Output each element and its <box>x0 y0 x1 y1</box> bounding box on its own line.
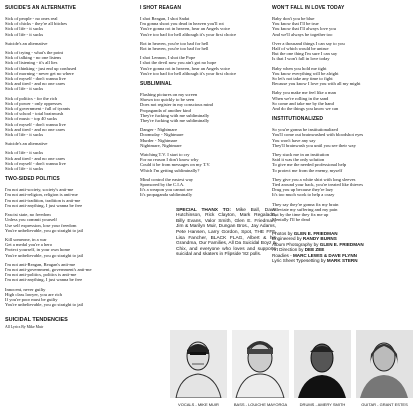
lyric-line: Flashing pictures on my screen <box>140 92 198 98</box>
production-credits <box>272 231 414 265</box>
lyric-line: They say they're gonna fix my brain <box>272 201 339 207</box>
credit-role: Roadies - <box>272 252 293 258</box>
song-title-institutionalized: INSTITUTIONALIZED <box>272 116 324 123</box>
lyric-line: Baby when you hold me tight <box>272 65 327 71</box>
lyric-line: Shown too quickly to be seen <box>140 97 195 103</box>
lyric-line: When we're rolling in the sand <box>272 95 329 101</box>
lyric-line: It's a weapon you cannot see <box>140 187 193 193</box>
lyrics-suicides-an-alternative <box>5 16 135 171</box>
photo-vocals <box>170 330 227 405</box>
lyric-line: Which I'm getting subliminally? <box>140 167 200 173</box>
lyric-line: They're fucking with me subliminally <box>140 118 210 124</box>
lyric-line: Drug you up because they're lazy <box>272 187 334 193</box>
lyric-line: I shot Lennon, I shot the Pope <box>140 55 196 61</box>
credit-person: GLEN E. FRIEDMAN <box>319 241 364 247</box>
lyric-line: So let's not take any time to fight <box>272 76 333 82</box>
lyric-line: Doomsday - Nightmare <box>140 132 184 138</box>
lyric-line: Sick of morning - never get no where <box>5 70 74 76</box>
lyrics-credit: All Lyrics By Mike Muir <box>5 325 44 330</box>
lyric-line: I'm not anti-Reagan, Reagan's anti-me <box>5 261 76 267</box>
lyrics-subliminal <box>140 92 268 198</box>
lyric-line: I'm not anti-anything, I just wanna be free <box>5 277 83 283</box>
lyric-line: Sick of chicks - they're all bitches <box>5 21 68 27</box>
lyric-line: Baby you make me feel like a man <box>272 90 336 96</box>
lyric-line: Sick of listening - it's all lies <box>5 60 58 66</box>
lyric-line: Unless you commit yourself <box>5 217 57 223</box>
lyric-line: Sick of life - it sucks <box>5 86 44 92</box>
lyrics-i-shot-reagan <box>140 16 268 76</box>
lyric-line: So you're gonna be institutionalized <box>272 127 338 133</box>
lyric-line: Watching T.V. I start to cry <box>140 152 190 158</box>
credit-role: Art Direction by <box>272 247 305 253</box>
lyric-line: Kill someone, in a war <box>5 236 47 242</box>
band-member-portrait-4 <box>356 330 413 398</box>
lyric-line: Sick of people - no ones real <box>5 16 58 21</box>
lyric-line: You won't have any say <box>272 137 316 143</box>
band-member-portrait-3 <box>294 330 351 398</box>
lyric-line: Sponsored by the C.I.A. <box>140 182 185 188</box>
lyric-line: Sick of life - it sucks <box>5 166 44 172</box>
lyric-line: You're gonna rot in heaven, hear an Angels voice <box>140 26 231 32</box>
lyric-line: I'm not anti-society, society's anti-me <box>5 187 74 193</box>
lyric-line: Nightmare, Nightmare <box>140 142 182 148</box>
lyric-line: You're too bad for hell although it's your first choice <box>140 31 236 37</box>
lyric-line: Sick of thinking - just end up confused <box>5 65 77 71</box>
caption-drums: DRUMS - AMERY SMITH <box>299 402 346 407</box>
lyric-line: Innocent, never guilty <box>5 286 46 292</box>
lyric-line: Sick of school - total brainwash <box>5 111 64 117</box>
lyric-line: But by the time they fix me up <box>272 212 329 218</box>
lyric-line: You're unbelievable, you go straight to jail <box>5 252 84 258</box>
lyric-line: Protect yourself, in your own home <box>5 247 71 253</box>
lyric-line: Could it be from messages on my T.V. <box>140 162 211 168</box>
lyric-line: And we'll always be together too <box>272 31 333 37</box>
band-name: SUICIDAL TENDENCIES <box>5 317 68 324</box>
lyric-line: I shot Reagan, I shot Sadat <box>140 16 190 21</box>
lyric-line: Sick of myself - don't wanna live <box>5 160 66 166</box>
photo-drums <box>294 330 351 405</box>
lyric-line: To give me the needed professional help <box>272 162 347 168</box>
lyric-line: You're unbelievable, you go straight to jail <box>5 302 84 308</box>
lyric-line: Is that I won't fall in love today <box>272 56 330 62</box>
song-title-wont-fall-in-love-today: WON'T FALL IN LOVE TODAY <box>272 5 345 11</box>
lyric-line: You know that I'll always love you <box>272 26 336 32</box>
production-credit-line <box>272 258 414 264</box>
lyric-line: I'm not anti-anything, I just wanna be free <box>5 202 83 208</box>
lyric-line: Fascist state, no freedom <box>5 212 51 218</box>
lyric-line: You know everything will be alright <box>272 70 339 76</box>
lyric-line: Sick of talking - no one listens <box>5 55 62 61</box>
lyric-line: It's too much work to help a crazy <box>272 192 335 198</box>
lyric-line: You're too bad for hell although it's your first choice <box>140 70 236 76</box>
credit-role: Lyric Sheet Typesetting by <box>272 258 327 264</box>
caption-bass: BASS - LOUICHE MAYORGA <box>233 402 288 407</box>
lyric-line: Mentally I'll be dead <box>272 217 310 223</box>
lyric-line: Suicide's an alternative <box>5 40 48 46</box>
column-1 <box>5 5 135 331</box>
lyric-line: They give you a white shirt with long sleeves <box>272 176 356 182</box>
lyric-line: To protect me from the enemy, myself <box>272 167 343 173</box>
lyric-line: Sick of power - only oppresses <box>5 100 62 106</box>
lyric-line: It's propaganda subliminally <box>140 192 193 198</box>
lyric-line: You're gonna rot in heaven, hear an Angels voice <box>140 65 231 71</box>
lyric-line: Sick of politics - for the rich <box>5 95 58 101</box>
credit-person: MARC LEWIS & DAVE FLYNN <box>292 252 357 258</box>
lyric-line: Suicide's an alternative <box>5 141 48 147</box>
song-title-i-shot-reagan: I SHOT REAGAN <box>140 5 182 11</box>
special-thanks <box>176 208 276 258</box>
photo-bass <box>232 330 289 405</box>
song-title-suicides-an-alternative: SUICIDE'S AN ALTERNATIVE <box>5 5 77 11</box>
lyric-line: Sick and tired - and no one cares <box>5 81 66 87</box>
lyric-line: Alleviate my suffering and my pain <box>272 206 338 212</box>
lyric-line: Sick and tired - and no one cares <box>5 126 66 132</box>
special-thanks-label: SPECIAL THANX TO: <box>176 207 231 213</box>
lyric-line: You'll come out brainwashed with bloodshot eyes <box>272 132 364 138</box>
lyric-line: Because you know I love you with all my might <box>272 81 361 87</box>
song-title-subliminal: SUBLIMINAL <box>140 81 172 88</box>
band-member-portrait-1 <box>170 330 227 398</box>
lyric-line: But the one thing I'm sure I can say <box>272 51 338 57</box>
lyric-line: Sick of myself - don't wanna live <box>5 121 66 127</box>
lyric-line: I'm not anti-government, government's anti-me <box>5 266 92 272</box>
lyric-line: I'm not anti-religion, religion is anti-me <box>5 192 78 198</box>
lyric-line: And do the things you know we can <box>272 106 339 112</box>
caption-guitar: GUITAR - GRANT ESTES <box>361 402 408 407</box>
column-2 <box>140 5 276 258</box>
lyric-line: I'm gonna shoot you dead in heaven you'll rot <box>140 21 224 27</box>
lyric-line: Does not register in my conscious mind <box>140 102 213 108</box>
lyric-line: Propaganda of another kind <box>140 107 191 113</box>
lyrics-two-sided-politics <box>5 187 135 307</box>
lyric-line: I'm not anti-politics, politics is anti-me <box>5 272 77 278</box>
lyric-line: For no reason I don't know why <box>140 157 199 163</box>
lyric-line: Sick of life - it sucks <box>5 150 44 156</box>
lyric-line: Danger - Nightmare <box>140 127 177 133</box>
lyric-line: Sick of government - full of tyrants <box>5 106 71 112</box>
lyric-line: Rot in heaven, you're too bad for hell <box>140 46 209 52</box>
lyric-line: I'm not anti-tradition, tradition is anti-me <box>5 197 81 203</box>
lyric-line: Use self expression, lose your freedom <box>5 222 77 228</box>
lyric-line: Sick of life - it sucks <box>5 132 44 138</box>
lyric-line: Sick of trying - what's the point <box>5 50 63 56</box>
lyric-line: You're unbelievable, you go straight to jail <box>5 227 84 233</box>
lyric-line: Mind control the easiest way <box>140 176 194 182</box>
lyric-line: I shot the devil now you ain't got no hope <box>140 60 217 66</box>
credit-role: Photos by <box>272 230 294 236</box>
lyric-line: Sick of life - it sucks <box>5 31 44 37</box>
lyric-line: Murder - Nightmare <box>140 137 178 143</box>
credit-person: RANDY BURNS <box>302 236 337 242</box>
lyric-line: Baby don't you be blue <box>272 16 315 21</box>
lyrics-institutionalized <box>272 127 414 222</box>
lyric-line: You know that I'll be true <box>272 21 319 27</box>
caption-vocals: VOCALS - MIKE MUIR <box>178 402 219 407</box>
lyric-line: Sick of life - it sucks <box>5 26 44 32</box>
photo-guitar <box>356 330 413 405</box>
lyric-line: So come and take me by the hand <box>272 100 334 106</box>
lyric-line: Rot in heaven, you're too bad for hell <box>140 40 209 46</box>
lyric-line: They'll brainwash you until you see their way <box>272 142 356 148</box>
lyric-line: If you're poor must be guilty <box>5 296 58 302</box>
credit-role: Album Photography by <box>272 241 320 247</box>
lyric-line: Sick of music - top 40 sucks <box>5 116 58 122</box>
lyrics-wont-fall-in-love-today <box>272 16 414 111</box>
credit-person: DEE ZEE <box>304 247 325 253</box>
song-title-two-sided-politics: TWO-SIDED POLITICS <box>5 176 60 183</box>
lyric-line: Said it was the only solution <box>272 157 325 163</box>
credit-person: MARK STERN <box>326 258 358 264</box>
lyric-line: Sick and tired - and no one cares <box>5 155 66 161</box>
credit-role: Engineered by <box>272 236 303 242</box>
lyric-line: Half of which would be untrue <box>272 46 329 52</box>
lyric-line: Sick of myself - don't wanna live <box>5 76 66 82</box>
special-thanks-text: Mike Ball, Dave Hutchinson, Rick Clayton, Mark Regalado, Billy Evans, Valor Smith, Glen E. Friedman, Jim & Marilyn Muir, Dungan Bros., Jay Adams, Pete Hansen, Larry Gordon, Spot, THE FFF, Lisa Fancher, BLACK FLAG, Albert & his Grandma, Our Families, All Da Suicidal Boyz & Chix, and everyone who loves and supports suicidal and skaters in Flipside '82 polls. <box>176 207 276 258</box>
column-3 <box>272 5 414 264</box>
lyric-line: Over a thousand things I can say to you <box>272 40 345 46</box>
lyric-line: They're fucking with me subliminally <box>140 112 210 118</box>
band-member-portrait-2 <box>232 330 289 398</box>
lyric-line: Tied around your back, you're treated like thieves <box>272 182 363 188</box>
lyric-line: They stuck me in an institution <box>272 152 330 158</box>
lyric-line: Get a medal you're a hero <box>5 242 53 248</box>
band-photos <box>170 330 414 410</box>
lyric-line: High class lawyer, you are rich <box>5 291 62 297</box>
credit-person: GLEN E. FRIEDMAN <box>293 230 338 236</box>
